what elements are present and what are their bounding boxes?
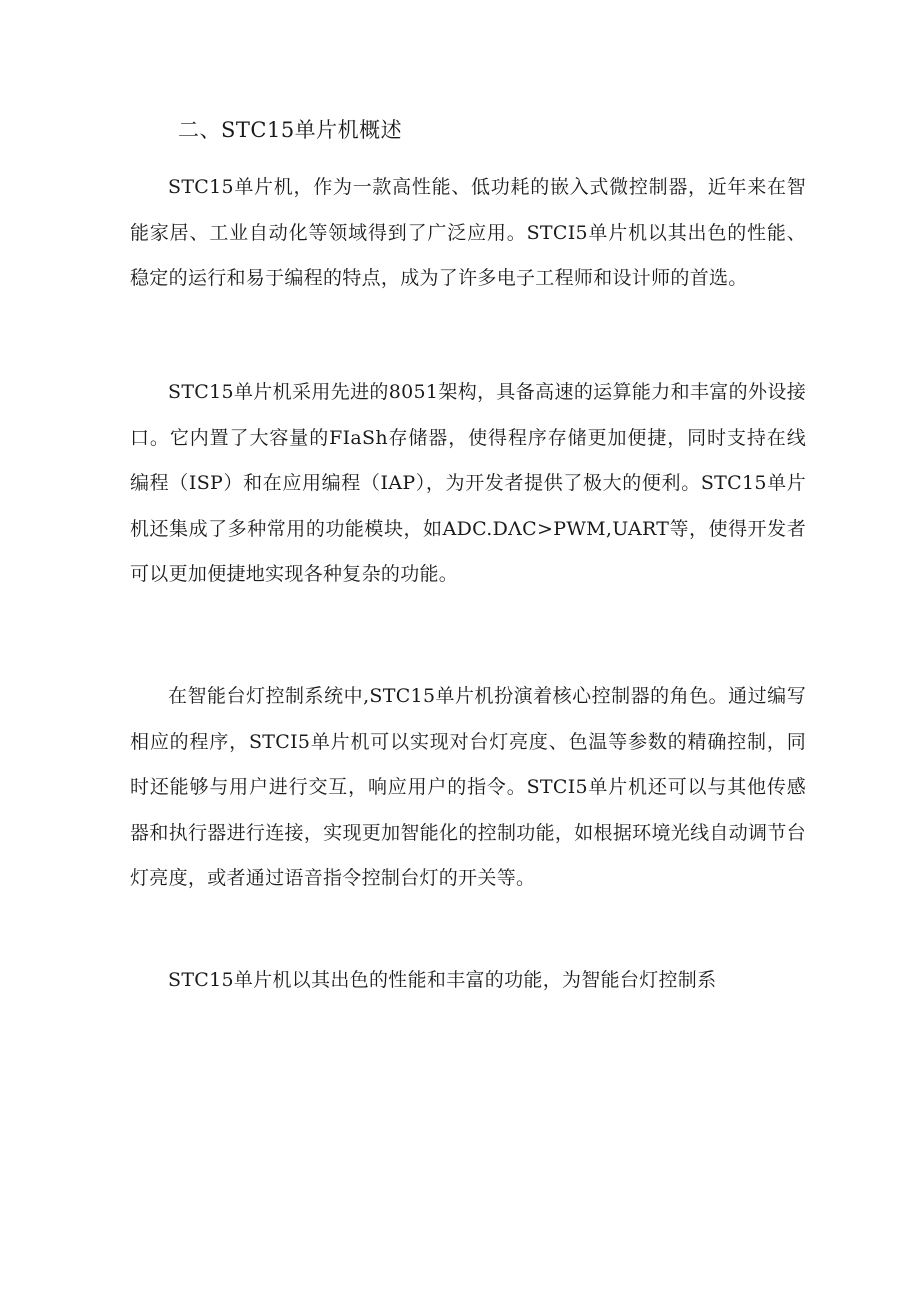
paragraph-summary: STC15单片机以其出色的性能和丰富的功能，为智能台灯控制系	[168, 969, 717, 991]
paragraph-overview: STC15单片机，作为一款高性能、低功耗的嵌入式微控制器，近年来在智能家居、工业自动化等领域得到了广泛应用。STCI5单片机以其出色的性能、稳定的运行和易于编程的特点，成为了许多电子工程师和设计师的首选。	[130, 176, 806, 289]
section-heading: 二、STC15单片机概述	[178, 118, 403, 142]
paragraph-architecture: STC15单片机采用先进的8051架构，具备高速的运算能力和丰富的外设接口。它内置了大容量的FIaSh存储器，使得程序存储更加便捷，同时支持在线编程（ISP）和在应用编程（IAP），为开发者提供了极大的便利。STC15单片机还集成了多种常用的功能模块，如ADC.DΛC>PWM,UART等，使得开发者可以更加便捷地实现各种复杂的功能。	[130, 381, 806, 585]
paragraph-lamp-control: 在智能台灯控制系统中,STC15单片机扮演着核心控制器的角色。通过编写相应的程序，STCI5单片机可以实现对台灯亮度、色温等参数的精确控制，同时还能够与用户进行交互，响应用户的指令。STCI5单片机还可以与其他传感器和执行器进行连接，实现更加智能化的控制功能，如根据环境光线自动调节台灯亮度，或者通过语音指令控制台灯的开关等。	[130, 685, 806, 889]
